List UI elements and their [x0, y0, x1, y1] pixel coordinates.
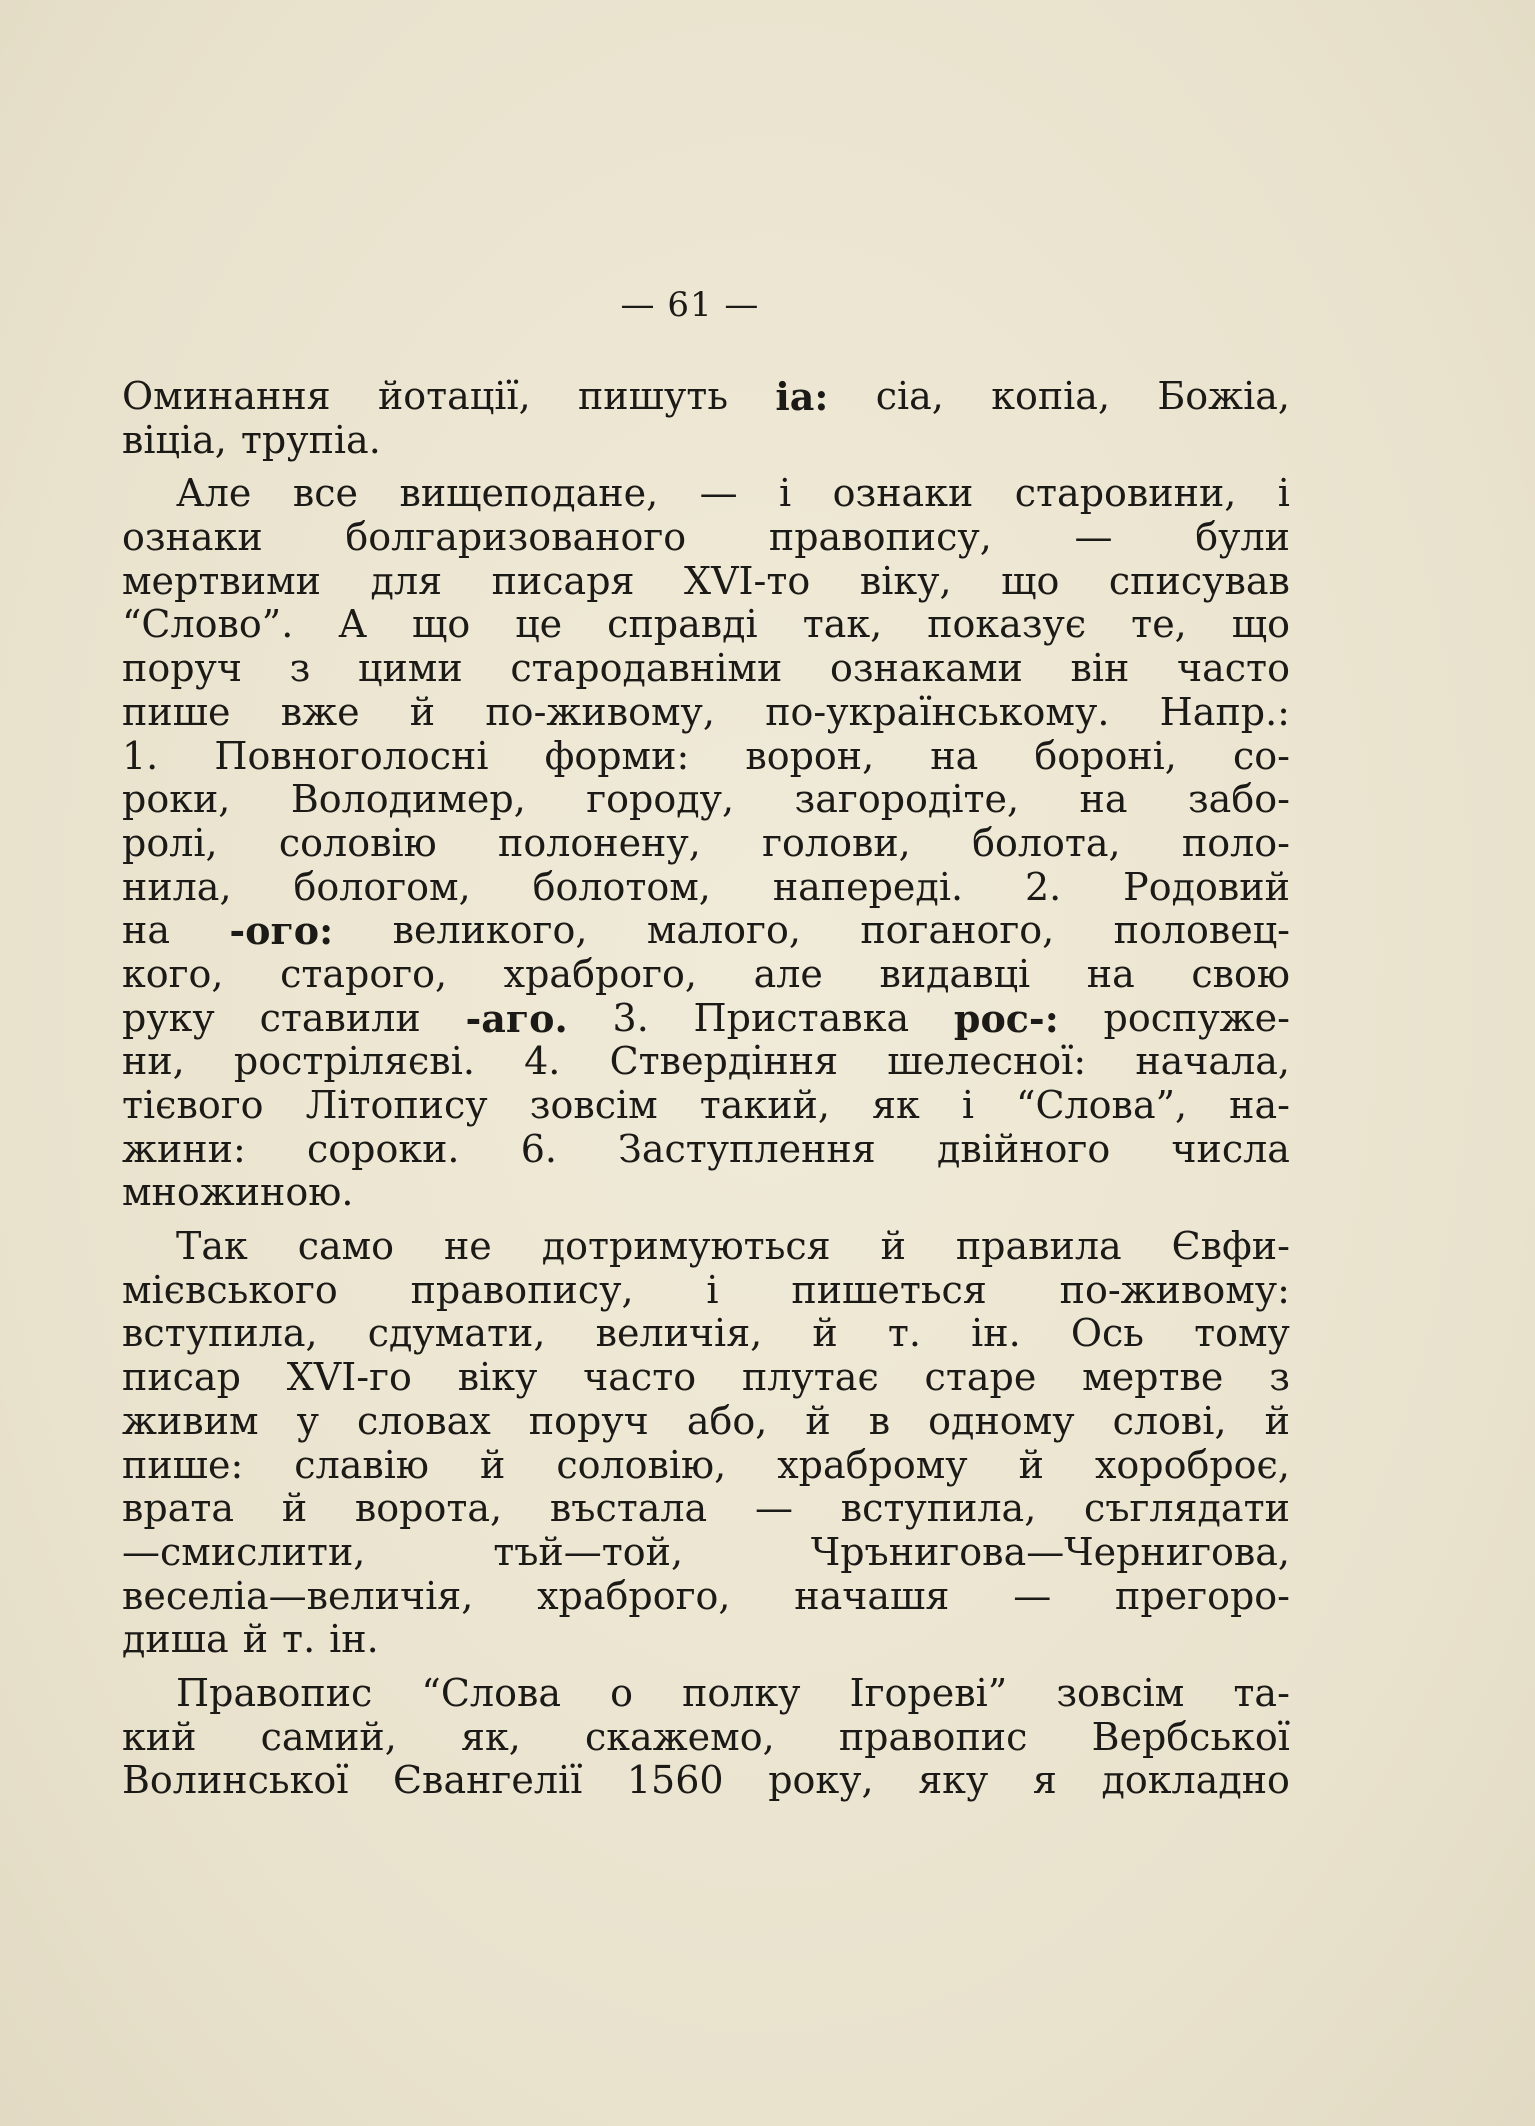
text-line — [122, 997, 1290, 1041]
word: бороні, — [1034, 733, 1177, 778]
word: “Слова”, — [1016, 1083, 1188, 1127]
word: трупіа. — [240, 417, 381, 462]
text-line — [122, 1444, 1290, 1488]
word: роспуже- — [1103, 995, 1290, 1040]
word: ростріляєві. — [233, 1039, 475, 1084]
word: і — [1277, 471, 1290, 516]
text-line — [122, 1040, 1290, 1084]
text-line — [122, 1618, 1290, 1662]
text-line — [122, 1269, 1290, 1313]
word: напереді. — [772, 864, 964, 909]
word: сороки. — [306, 1126, 460, 1171]
word: старе — [924, 1355, 1037, 1400]
word: на — [1086, 951, 1135, 996]
word: по-живому: — [1059, 1267, 1290, 1312]
word: тъй—той, — [493, 1529, 684, 1574]
word: —смислити, — [122, 1529, 366, 1574]
word: въстала — [549, 1486, 708, 1531]
word: цими — [358, 646, 463, 691]
text-line — [122, 1128, 1290, 1172]
word: болота, — [972, 820, 1121, 865]
word: й — [812, 1311, 838, 1356]
word: віку, — [859, 558, 952, 603]
word: старовини, — [1014, 471, 1237, 516]
word: Літопису — [305, 1083, 488, 1127]
word: сіа, — [875, 374, 944, 418]
word: і — [961, 1083, 974, 1127]
word: це — [515, 602, 563, 647]
word: як, — [461, 1714, 521, 1759]
word: “Слово”. — [122, 602, 294, 647]
word: XVI-то — [684, 558, 811, 603]
text-line — [122, 909, 1290, 953]
word: те, — [1131, 602, 1187, 647]
word: 3. — [612, 995, 649, 1040]
text-line — [122, 419, 1290, 463]
word: та- — [1233, 1670, 1290, 1715]
word: храброму — [777, 1442, 968, 1487]
word: на — [1079, 777, 1128, 822]
word: XVI-го — [286, 1355, 412, 1400]
word: -ого: — [229, 908, 334, 954]
word: Правопис — [176, 1670, 373, 1715]
word: все — [292, 471, 359, 516]
text-line — [122, 560, 1290, 604]
word: болотом, — [532, 864, 711, 909]
word: храброго, — [503, 951, 698, 996]
word: й — [480, 1442, 506, 1487]
word: мертве — [1082, 1355, 1224, 1400]
word: пишуть — [577, 374, 729, 418]
word: ін. — [329, 1617, 379, 1662]
word: — — [699, 471, 738, 516]
word: тієвого — [122, 1083, 264, 1127]
word: і — [706, 1267, 719, 1312]
word: 6. — [520, 1126, 557, 1171]
word: великого, — [392, 908, 588, 953]
word: часто — [1177, 646, 1290, 691]
word: кого, — [122, 951, 224, 996]
word: Напр.: — [1159, 689, 1290, 734]
word: 4. — [524, 1039, 561, 1084]
word: забо- — [1187, 777, 1290, 822]
word: й — [1018, 1442, 1044, 1487]
word: руку — [122, 995, 215, 1040]
word: Родовий — [1123, 864, 1290, 909]
word: я — [1032, 1758, 1057, 1803]
word: кий — [122, 1714, 197, 1759]
word: Володимер, — [290, 777, 526, 822]
word: А — [338, 602, 368, 647]
word: бологом, — [293, 864, 471, 909]
word: Оминання — [122, 374, 331, 418]
word: нила, — [122, 864, 232, 909]
word: начала, — [1135, 1039, 1290, 1084]
word: Євфи- — [1171, 1224, 1290, 1269]
word: полонену, — [498, 820, 701, 865]
word: самий, — [260, 1714, 397, 1759]
word: видавці — [879, 951, 1031, 996]
word: плутає — [741, 1355, 879, 1400]
text-line — [122, 1084, 1290, 1128]
text-line — [122, 472, 1290, 516]
word: пишеться — [791, 1267, 987, 1312]
text-line — [122, 691, 1290, 735]
word: ни, — [122, 1039, 185, 1084]
word: й — [1264, 1398, 1290, 1443]
word: так, — [802, 602, 883, 647]
word: Волинської — [122, 1758, 349, 1803]
word: Так — [176, 1224, 248, 1269]
word: шелесної: — [887, 1039, 1087, 1084]
word: віку — [457, 1355, 538, 1400]
word: й — [242, 1617, 269, 1662]
word: загородіте, — [794, 777, 1020, 822]
word: словах — [356, 1398, 491, 1443]
word: як — [872, 1083, 920, 1127]
word: храброго, — [537, 1573, 731, 1618]
word: поруч — [528, 1398, 649, 1443]
word: соловію — [278, 820, 437, 865]
text-line — [122, 1225, 1290, 1269]
word: йотації, — [377, 374, 531, 418]
word: рос-: — [953, 995, 1059, 1041]
text-line — [122, 1487, 1290, 1531]
text-line — [122, 603, 1290, 647]
word: само — [297, 1224, 395, 1269]
word: двійного — [936, 1126, 1111, 1171]
word: справді — [607, 602, 758, 647]
word: поло- — [1181, 820, 1290, 865]
word: поруч — [122, 646, 243, 691]
word: показує — [927, 602, 1087, 647]
word: половец- — [1113, 908, 1290, 953]
word: съглядати — [1084, 1486, 1290, 1531]
word: Заступлення — [618, 1126, 876, 1171]
word: со- — [1232, 733, 1290, 778]
word: що — [1231, 602, 1290, 647]
word: зовсім — [1056, 1670, 1185, 1715]
word: сдумати, — [367, 1311, 546, 1356]
word: ін. — [971, 1311, 1021, 1356]
word: одному — [928, 1398, 1075, 1443]
word: ознаками — [829, 646, 1023, 691]
word: й — [880, 1224, 906, 1269]
word: у — [296, 1398, 319, 1443]
word: пише: — [122, 1442, 244, 1487]
word: й — [281, 1486, 308, 1531]
word: старого, — [280, 951, 448, 996]
word: яку — [918, 1758, 989, 1803]
word: але — [753, 951, 823, 996]
text-line — [122, 1759, 1290, 1803]
word: не — [443, 1224, 492, 1269]
word: т. — [282, 1617, 316, 1662]
word: -аго. — [465, 995, 568, 1041]
word: городу, — [586, 777, 735, 822]
word: вже — [280, 689, 360, 734]
word: ворота, — [354, 1486, 503, 1531]
word: тому — [1194, 1311, 1290, 1356]
word: що — [412, 602, 471, 647]
word: хороброє, — [1094, 1442, 1290, 1487]
word: правопису, — [768, 515, 992, 560]
page-number: — 61 — — [620, 285, 760, 325]
word: т. — [887, 1311, 921, 1356]
word: 1. — [122, 733, 159, 778]
word: на — [930, 733, 979, 778]
word: дотримуються — [541, 1224, 831, 1269]
text-line — [122, 735, 1290, 779]
word: — — [754, 1486, 793, 1531]
word: що — [1001, 558, 1060, 603]
text-line — [122, 516, 1290, 560]
word: пише — [122, 689, 231, 734]
word: й — [409, 689, 436, 734]
text-line — [122, 1171, 1290, 1215]
text-line — [122, 778, 1290, 822]
word: жини: — [122, 1126, 246, 1171]
word: з — [1269, 1355, 1290, 1400]
word: мертвими — [122, 558, 321, 603]
word: полку — [682, 1670, 801, 1715]
text-line — [122, 1531, 1290, 1575]
word: множиною. — [122, 1170, 354, 1215]
word: вступила, — [840, 1486, 1037, 1531]
word: Приставка — [693, 995, 910, 1040]
word: роки, — [122, 777, 231, 822]
word: з — [289, 646, 311, 691]
body-text — [122, 375, 1290, 1803]
word: Ось — [1070, 1311, 1144, 1356]
word: в — [868, 1398, 891, 1443]
word: Божіа, — [1157, 374, 1290, 418]
word: поганого, — [860, 908, 1055, 953]
word: ролі, — [122, 820, 218, 865]
word: числа — [1171, 1126, 1290, 1171]
word: або, — [686, 1398, 768, 1443]
word: такий, — [699, 1083, 830, 1127]
word: врата — [122, 1486, 235, 1531]
text-line — [122, 866, 1290, 910]
word: для — [370, 558, 443, 603]
word: іа: — [775, 374, 829, 419]
word: 1560 — [626, 1758, 724, 1803]
word: вищеподане, — [399, 471, 659, 516]
word: — — [1074, 515, 1113, 560]
word: начашя — [794, 1573, 950, 1618]
word: свою — [1191, 951, 1290, 996]
word: Євангелії — [392, 1758, 583, 1803]
word: ознаки — [832, 471, 974, 516]
word: Чрънигова—Чернигова, — [810, 1529, 1290, 1574]
word: вступила, — [122, 1311, 318, 1356]
word: голови, — [762, 820, 911, 865]
word: по-українському. — [765, 689, 1110, 734]
word: 2. — [1024, 864, 1062, 909]
text-line — [122, 1400, 1290, 1444]
word: живим — [122, 1398, 259, 1443]
text-line — [122, 1672, 1290, 1716]
word: “Слова — [421, 1670, 561, 1715]
word: на — [122, 908, 170, 953]
word: стародавніми — [510, 646, 783, 691]
text-line — [122, 375, 1290, 419]
word: Стверді̇ння — [609, 1039, 839, 1084]
word: Але — [176, 471, 252, 516]
text-line — [122, 953, 1290, 997]
word: часто — [583, 1355, 697, 1400]
word: він — [1070, 646, 1130, 691]
word: прегоро- — [1115, 1573, 1290, 1618]
word: скажемо, — [585, 1714, 775, 1759]
word: малого, — [646, 908, 801, 953]
word: віціа, — [122, 417, 227, 462]
word: мієвського — [122, 1267, 338, 1312]
text-line — [122, 1312, 1290, 1356]
text-line — [122, 822, 1290, 866]
word: зовсім — [529, 1083, 658, 1127]
word: слові, — [1112, 1398, 1227, 1443]
text-line — [122, 647, 1290, 691]
word: диша — [122, 1617, 229, 1662]
word: писар — [122, 1355, 241, 1400]
word: веселіа—величія, — [122, 1573, 474, 1618]
word: величія, — [595, 1311, 763, 1356]
word: Ігореві” — [849, 1670, 1008, 1715]
word: писаря — [491, 558, 635, 603]
word: по-живому, — [485, 689, 715, 734]
word: докладно — [1101, 1758, 1290, 1803]
word: ознаки — [122, 515, 263, 560]
word: славію — [294, 1442, 429, 1487]
word: форми: — [544, 733, 690, 778]
word: ставили — [259, 995, 421, 1040]
word: копіа, — [991, 374, 1111, 418]
word: ворон, — [745, 733, 875, 778]
word: болгаризованого — [345, 515, 687, 560]
text-line — [122, 1716, 1290, 1760]
word: правопису, — [410, 1267, 634, 1312]
text-line — [122, 1575, 1290, 1619]
word: списував — [1108, 558, 1290, 603]
word: року, — [768, 1758, 874, 1803]
word: о — [610, 1670, 633, 1715]
word: — — [1013, 1573, 1052, 1618]
word: і — [779, 471, 792, 516]
word: правила — [955, 1224, 1122, 1269]
word: Повноголосні — [214, 733, 489, 778]
word: на- — [1229, 1083, 1290, 1127]
word: Вербської — [1091, 1714, 1290, 1759]
word: й — [805, 1398, 831, 1443]
text-line — [122, 1356, 1290, 1400]
word: правопис — [838, 1714, 1028, 1759]
word: соловію, — [556, 1442, 727, 1487]
word: були — [1195, 515, 1290, 560]
